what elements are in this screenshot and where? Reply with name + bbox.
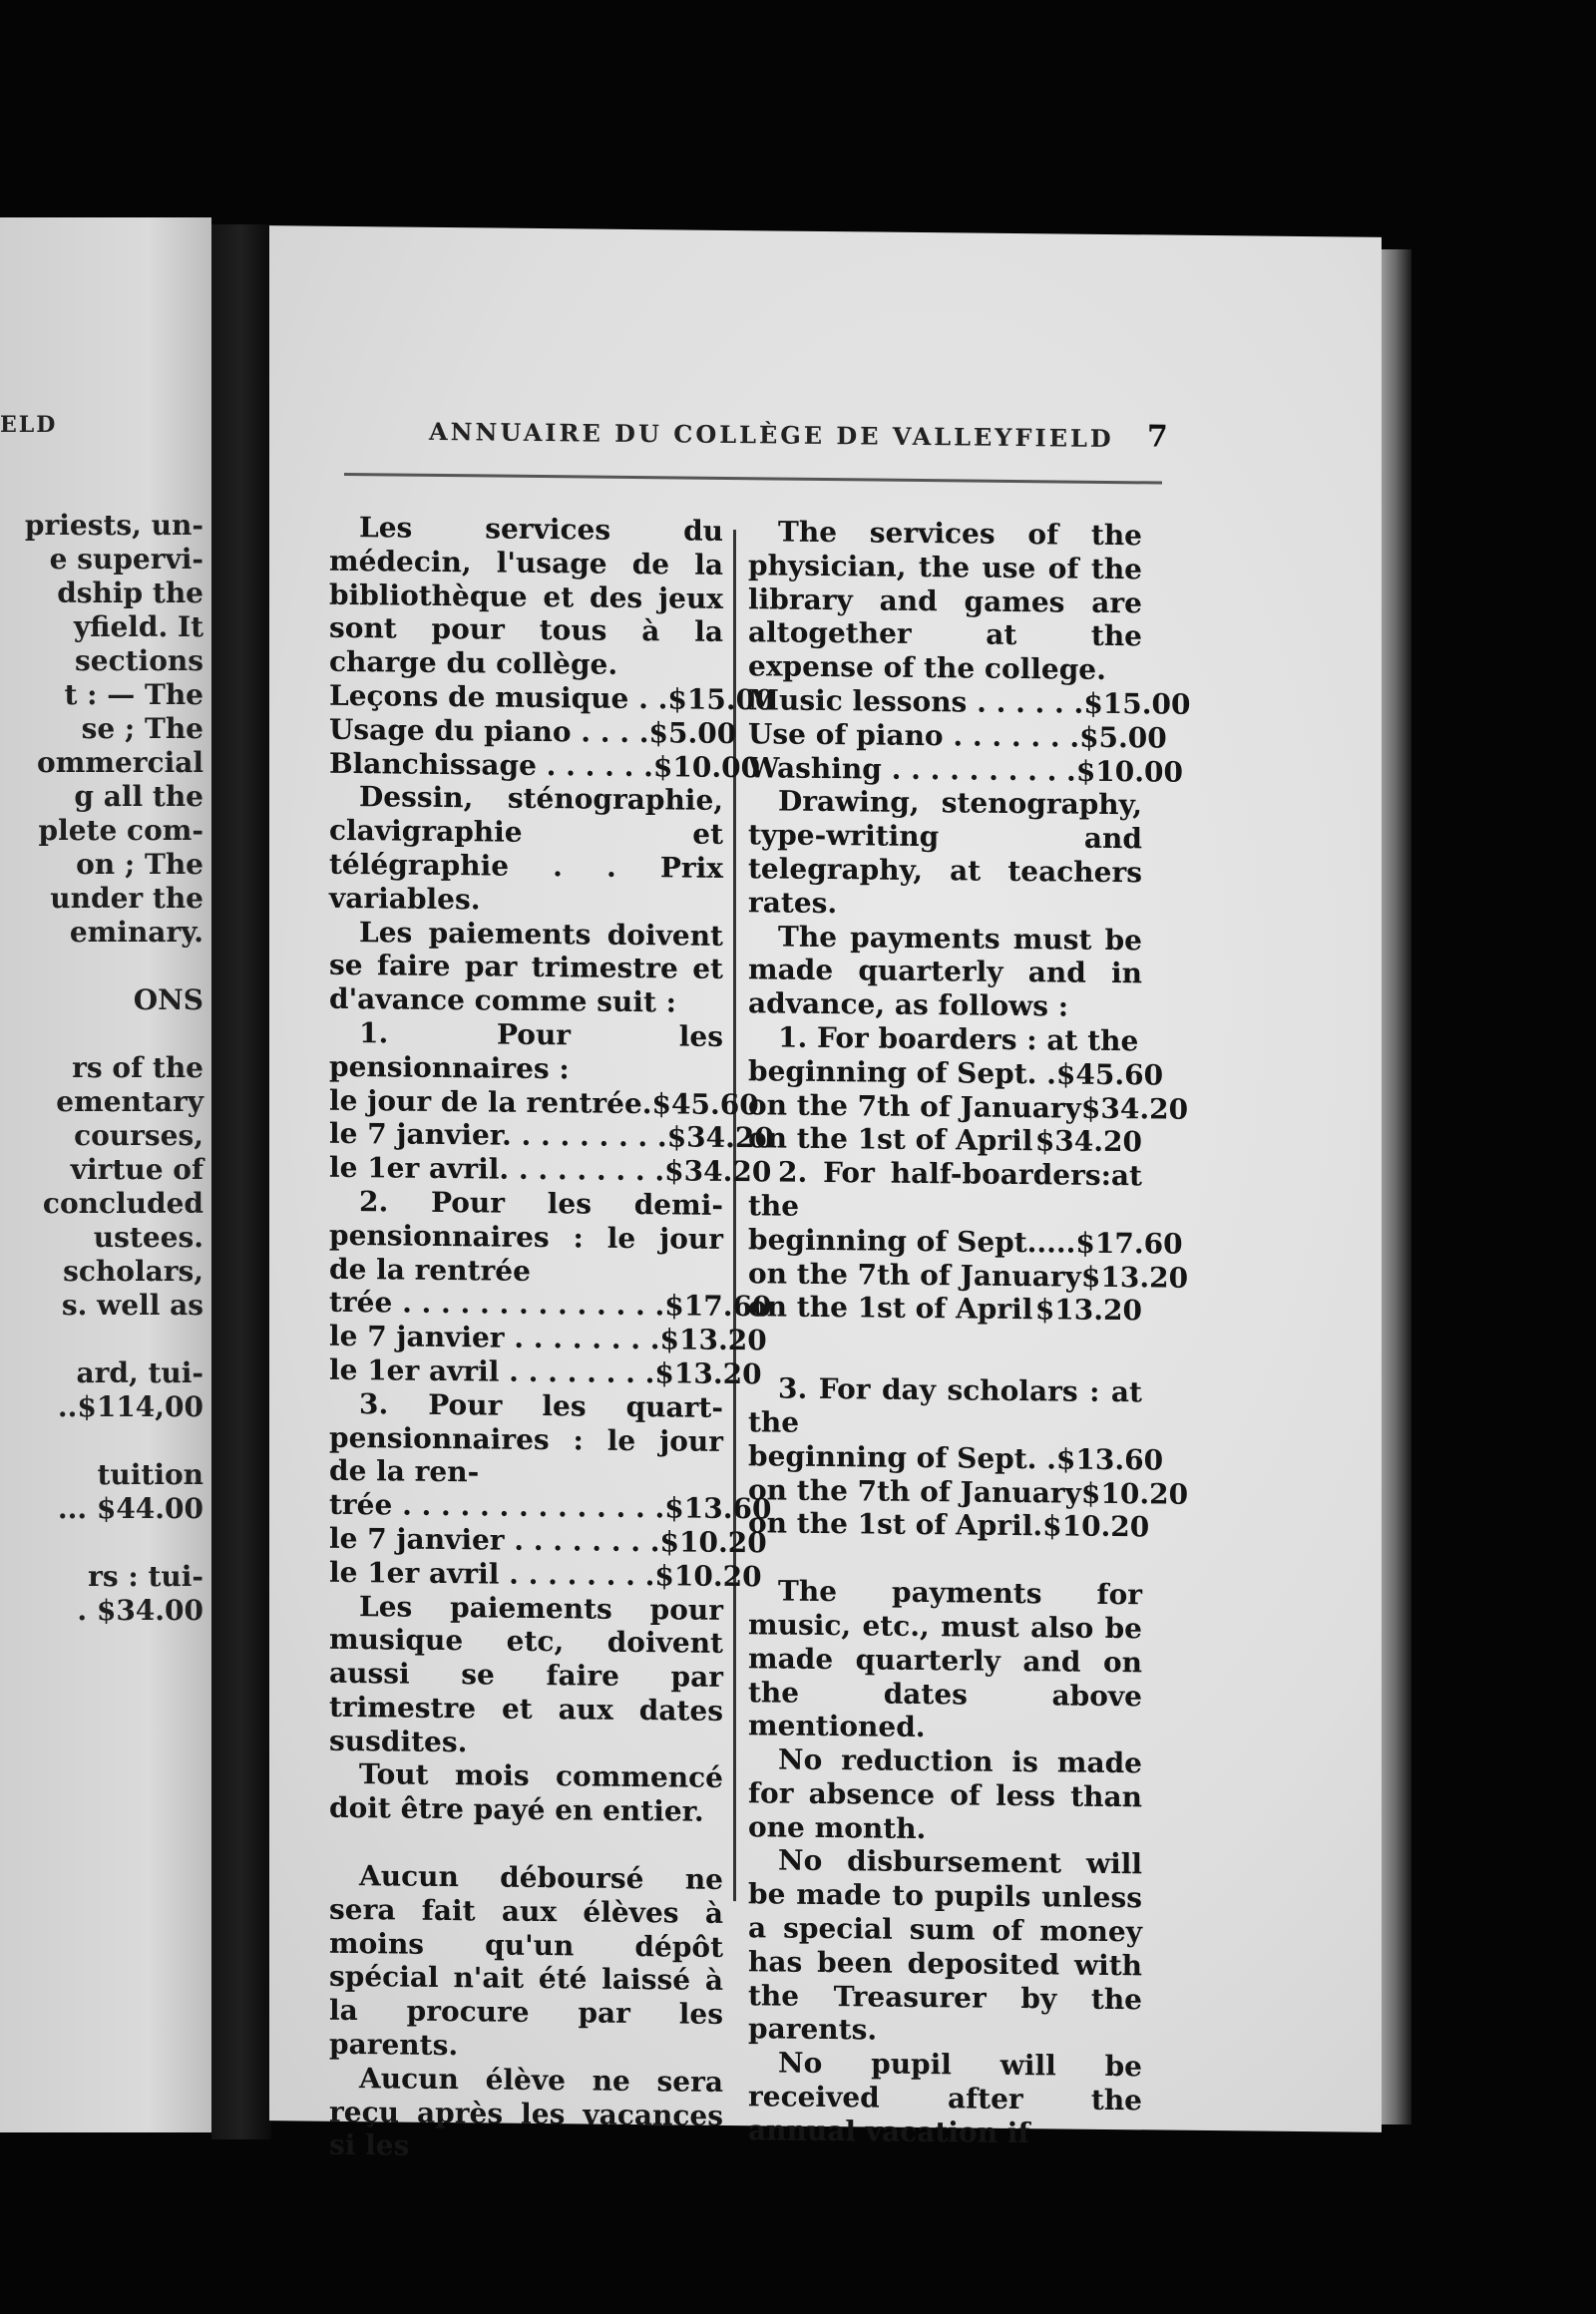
fee-amount: $10.20	[654, 1558, 762, 1594]
left-page-line: priests, un-	[24, 509, 203, 542]
fr-fees-list	[329, 678, 775, 785]
fee-amount: $13.60	[664, 1491, 772, 1526]
left-page-line: under the	[50, 882, 203, 915]
en-half-boarders-heading: 2. For half-boarders:at the	[748, 1155, 1142, 1223]
en-fees-list	[748, 683, 1191, 789]
fee-row	[329, 1555, 762, 1594]
en-reduction-paragraph: No reduction is made for absence of less than one month.	[748, 1742, 1142, 1845]
en-drawing-paragraph: Drawing, stenography, type-writing and telegraphy, at teachers rates.	[748, 784, 1142, 920]
left-page	[0, 217, 211, 2132]
fee-row	[748, 716, 1167, 755]
fee-amount: $34.20	[664, 1154, 772, 1189]
fee-row	[329, 1083, 759, 1121]
fee-label: le 1er avril . . . . . . . .	[329, 1352, 655, 1390]
left-page-line	[0, 1526, 203, 1560]
fee-row	[329, 712, 737, 751]
fr-boarders-heading: 1. Pour les pensionnaires :	[329, 1016, 723, 1086]
fr-boarders-list	[329, 1083, 774, 1189]
fr-day-heading: 3. Pour les quart-pensionnaires : le jour de la ren-	[329, 1386, 723, 1489]
fee-label: beginning of Sept.....	[748, 1222, 1076, 1260]
fee-amount: $10.20	[1042, 1509, 1150, 1544]
fee-row	[329, 678, 775, 717]
fee-amount: $10.20	[659, 1525, 767, 1560]
fee-row	[748, 683, 1191, 721]
fee-label: Blanchissage . . . . . .	[329, 746, 653, 783]
fee-label: on the 7th of January	[748, 1087, 1081, 1125]
fee-label: Usage du piano . . . .	[329, 712, 649, 749]
fee-amount: $17.60	[664, 1289, 772, 1324]
right-page	[269, 225, 1382, 2163]
en-boarders-heading: 1. For boarders : at the	[778, 1020, 1139, 1058]
left-page-line: ..$114,00	[57, 1390, 203, 1423]
en-services-paragraph: The services of the physician, the use of the library and games are altogether at the expense of the college.	[748, 515, 1142, 687]
left-page-line: scholars,	[63, 1255, 203, 1288]
left-page-line: plete com-	[38, 814, 203, 847]
fr-half-boarders-heading: 2. Pour les demi-pensionnaires : le jour de la rentrée	[329, 1185, 723, 1288]
fee-amount: $15.00	[667, 682, 775, 717]
fee-label: le jour de la rentrée.	[329, 1083, 652, 1120]
fee-label: on the 7th of January	[748, 1472, 1081, 1510]
en-day-heading: 3. For day scholars : at the	[748, 1371, 1142, 1439]
running-head: ANNUAIRE DU COLLÈGE DE VALLEYFIELD	[429, 416, 1114, 454]
left-page-line: s. well as	[61, 1289, 203, 1322]
fee-row	[748, 1222, 1183, 1261]
fee-row	[329, 1286, 772, 1324]
en-payments-paragraph: The payments must be made quarterly and in advance, as follows :	[748, 920, 1142, 1023]
fee-row	[329, 1319, 767, 1357]
fee-label: on the 7th of January	[748, 1256, 1081, 1294]
fee-amount: $13.60	[1055, 1442, 1164, 1477]
left-page-header: ELD	[0, 412, 58, 438]
fee-label: le 1er avril. . . . . . . . .	[329, 1150, 665, 1188]
fee-label: le 7 janvier. . . . . . . . .	[329, 1117, 667, 1154]
fee-row	[329, 746, 761, 784]
left-page-line: courses,	[74, 1119, 203, 1152]
fee-label: trée . . . . . . . . . . . . . .	[329, 1286, 665, 1323]
fee-amount: $45.60	[1055, 1057, 1164, 1092]
en-music-payments-paragraph: The payments for music, etc., must also be made quarterly and on the dates above mentioned.	[748, 1574, 1142, 1744]
left-page-line	[0, 1017, 203, 1051]
fee-label: trée . . . . . . . . . . . . . .	[329, 1487, 665, 1525]
fee-amount: $34.20	[1034, 1124, 1142, 1159]
left-page-text	[0, 509, 203, 1628]
left-page-line: ommercial	[37, 746, 203, 779]
fee-amount: $13.20	[1034, 1293, 1142, 1328]
left-page-line: t : — The	[64, 678, 203, 711]
book-gutter	[211, 224, 271, 2139]
fee-amount: $34.20	[666, 1120, 774, 1155]
en-vacation-paragraph: No pupil will be received after the annual vacation if	[748, 2046, 1142, 2150]
left-page-line: tuition	[97, 1458, 203, 1491]
fee-row	[329, 1487, 772, 1526]
left-page-line: dship the	[57, 577, 203, 609]
en-day-list	[748, 1438, 1189, 1545]
fr-day-list	[329, 1487, 772, 1594]
left-page-line: concluded	[42, 1187, 203, 1220]
fee-amount: $34.20	[1080, 1091, 1189, 1126]
left-page-line: rs : tui-	[88, 1560, 203, 1593]
en-disbursement-paragraph: No disbursement will be made to pupils unless a special sum of money has been deposited with the Treasurer by the parents.	[748, 1843, 1142, 2048]
fee-amount: $10.20	[1080, 1476, 1189, 1511]
left-page-line: g all the	[74, 780, 203, 813]
fee-amount: $5.00	[648, 715, 737, 750]
fee-row	[329, 1352, 762, 1391]
english-column	[748, 515, 1191, 2151]
left-page-line: ard, tui-	[76, 1356, 203, 1389]
fee-amount: $17.60	[1075, 1226, 1183, 1261]
left-page-line	[0, 1424, 203, 1458]
left-page-line: ementary	[56, 1085, 203, 1118]
fee-label: beginning of Sept. .	[748, 1053, 1056, 1091]
left-page-line: se ; The	[81, 712, 203, 745]
fee-amount: $15.00	[1083, 686, 1191, 721]
fee-label: on the 1st of April	[748, 1290, 1033, 1327]
fee-row	[329, 1150, 772, 1189]
fee-amount: $13.20	[1080, 1260, 1189, 1295]
fee-label: Use of piano . . . . . . .	[748, 716, 1080, 754]
left-page-line: e supervi-	[49, 543, 203, 576]
left-page-line: ONS	[133, 983, 203, 1016]
fee-label: Washing . . . . . . . . . .	[748, 750, 1076, 788]
fee-amount: $5.00	[1079, 720, 1167, 755]
fee-amount: $45.60	[651, 1086, 759, 1121]
fee-row	[748, 1472, 1189, 1511]
left-page-line: rs of the	[72, 1051, 203, 1084]
fee-row	[748, 1122, 1142, 1160]
fr-music-payments-paragraph: Les paiements pour musique etc, doivent aussi se faire par trimestre et aux dates susdites.	[329, 1589, 723, 1758]
left-page-line	[0, 950, 203, 983]
fr-half-boarders-list	[329, 1286, 772, 1391]
fee-amount: $13.20	[659, 1323, 767, 1357]
fee-row	[748, 1087, 1189, 1126]
left-page-line: on ; The	[76, 848, 203, 881]
left-page-line: ustees.	[93, 1221, 203, 1254]
fee-amount: $13.20	[654, 1356, 762, 1391]
fee-label: Leçons de musique . .	[329, 678, 668, 716]
left-page-line: eminary.	[69, 916, 203, 949]
french-column	[329, 511, 775, 2166]
fee-label: on the 1st of April.	[748, 1506, 1043, 1543]
page-number: 7	[1147, 419, 1168, 455]
fee-row	[748, 1506, 1150, 1545]
fee-amount: $10.00	[1075, 754, 1183, 789]
fee-label: beginning of Sept. .	[748, 1438, 1056, 1476]
en-half-boarders-list	[748, 1222, 1189, 1329]
left-page-line: ... $44.00	[57, 1492, 203, 1525]
fee-row	[748, 1256, 1189, 1295]
fr-services-paragraph: Les services du médecin, l'usage de la bibliothèque et des jeux sont pour tous à la charge du collège.	[329, 511, 723, 682]
fr-month-paragraph: Tout mois commencé doit être payé en entier.	[329, 1757, 723, 1829]
fee-label: Music lessons . . . . . .	[748, 683, 1084, 720]
en-boarders-list	[748, 1053, 1189, 1160]
fr-drawing-paragraph: Dessin, sténographie, clavigraphie et télégraphie . . Prix variables.	[329, 780, 723, 917]
fee-row	[748, 1291, 1142, 1329]
fee-row	[329, 1117, 774, 1155]
fee-row	[748, 1438, 1164, 1477]
fee-amount: $10.00	[652, 749, 761, 784]
fee-row	[329, 1521, 767, 1560]
fr-payments-paragraph: Les paiements doivent se faire par trimestre et d'avance comme suit :	[329, 915, 723, 1019]
fee-row	[748, 1053, 1164, 1092]
fr-disbursement-paragraph: Aucun déboursé ne sera fait aux élèves à moins qu'un dépôt spécial n'ait été laissé à la procure par les parents.	[329, 1859, 723, 2063]
left-page-line: . $34.00	[77, 1594, 203, 1627]
left-page-line: sections	[75, 644, 203, 677]
left-page-line	[0, 1323, 203, 1356]
fee-label: le 7 janvier . . . . . . . .	[329, 1521, 660, 1559]
fee-label: on the 1st of April	[748, 1121, 1033, 1158]
left-page-line: yfield. It	[73, 610, 203, 643]
fee-row	[748, 750, 1183, 789]
fee-label: le 1er avril . . . . . . . .	[329, 1555, 655, 1592]
header-rule	[344, 473, 1162, 485]
left-page-line: virtue of	[70, 1153, 203, 1186]
fee-label: le 7 janvier . . . . . . . .	[329, 1319, 660, 1356]
fr-vacation-paragraph: Aucun élève ne sera reçu après les vacances si les	[329, 2061, 723, 2163]
